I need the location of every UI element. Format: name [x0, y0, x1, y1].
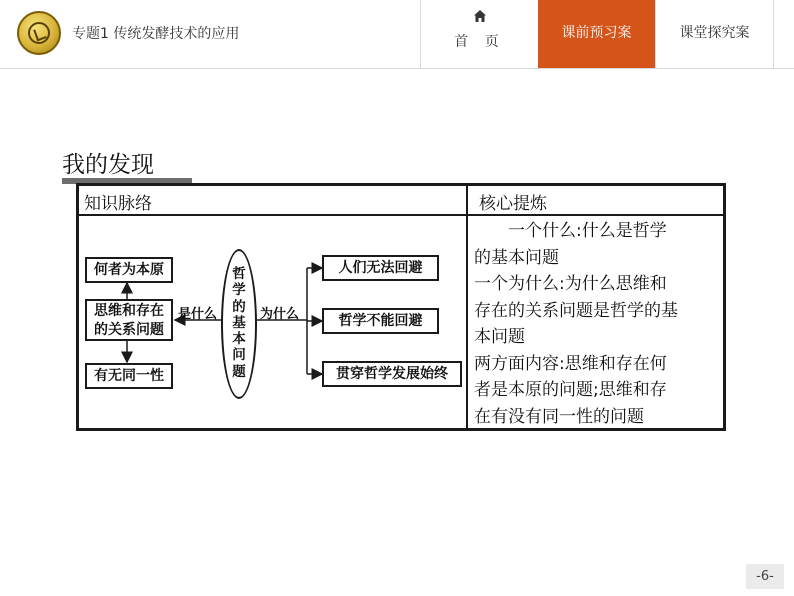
box-thinking-existence-relation: 思维和存在的关系问题 [85, 299, 173, 341]
core-summary [474, 218, 722, 430]
box-unavoidable-for-people: 人们无法回避 [322, 255, 439, 281]
box-runs-through-history: 贯穿哲学发展始终 [322, 361, 462, 387]
center-oval-basic-question [221, 249, 257, 399]
logo-emblem-icon [28, 22, 50, 44]
summary-line: 者是本原的问题;思维和存 [474, 380, 667, 400]
section-heading: 我的发现 [62, 152, 154, 178]
school-logo [17, 11, 61, 55]
chapter-title: 专题1 传统发酵技术的应用 [72, 26, 240, 42]
nav-divider [773, 0, 774, 68]
table-header-knowledge: 知识脉络 [84, 194, 152, 214]
summary-line: 一个为什么:为什么思维和 [474, 274, 667, 294]
table-header-core: 核心提炼 [479, 194, 547, 214]
summary-line: 存在的关系问题是哲学的基 [474, 300, 678, 321]
summary-line: 一个什么:什么是哲学 [508, 221, 667, 241]
page-number: -6- [746, 564, 784, 589]
summary-line: 本问题 [474, 327, 525, 347]
summary-line: 的基本问题 [474, 247, 559, 268]
tab-preview[interactable]: 课前预习案 [538, 0, 655, 68]
box-unavoidable-for-philosophy: 哲学不能回避 [322, 308, 439, 334]
oval-label: 哲学的基本问题 [232, 266, 246, 380]
home-button[interactable] [421, 0, 538, 68]
box-identity-question: 有无同一性 [85, 363, 173, 389]
box-which-is-origin: 何者为本原 [85, 257, 173, 283]
summary-line: 在有没有同一性的问题 [474, 406, 644, 427]
arrow-label-what: 是什么 [178, 307, 218, 322]
arrow-label-why: 为什么 [260, 307, 300, 322]
tab-classroom[interactable]: 课堂探究案 [679, 25, 750, 41]
home-label: 首 页 [454, 34, 505, 50]
home-icon [473, 9, 487, 23]
knowledge-table [76, 183, 726, 431]
top-navigation-bar [0, 0, 794, 69]
summary-line: 两方面内容:思维和存在何 [474, 353, 667, 374]
